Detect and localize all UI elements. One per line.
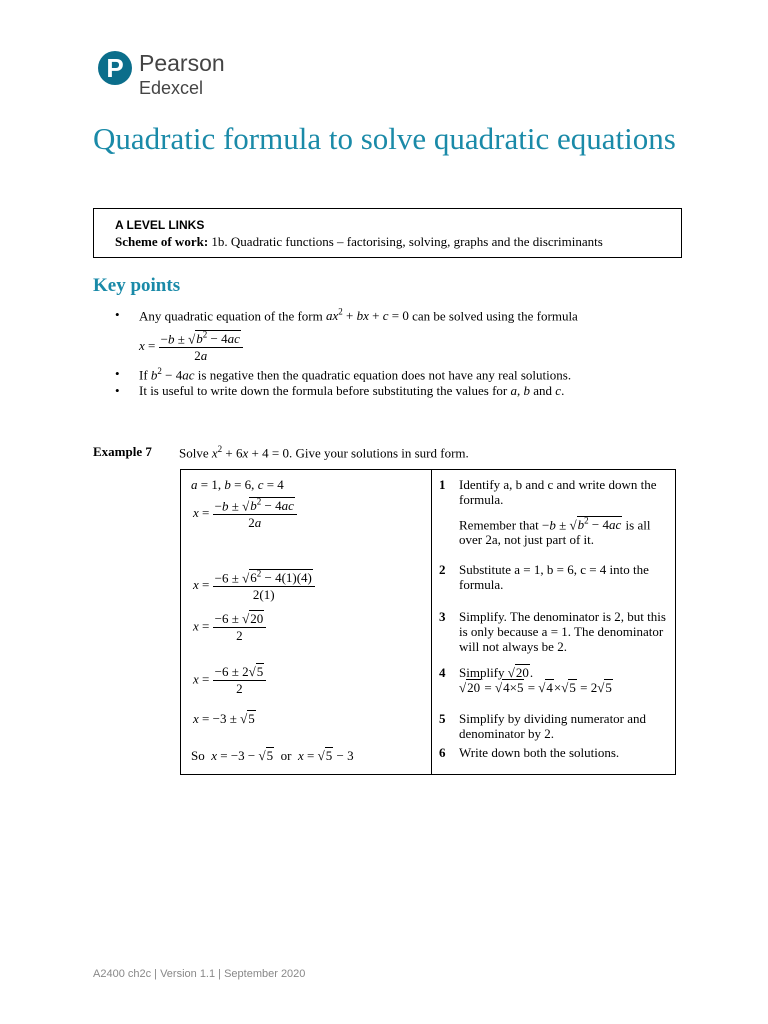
scheme-text: 1b. Quadratic functions – factorising, solving, graphs and the discriminants xyxy=(208,234,603,249)
quadratic-formula: x = $\frac{-b \pm √b^2 - 4ac}{2a}$ xyxy=(139,330,243,364)
step-number: 6 xyxy=(439,745,446,760)
working-simplify3: x = −3 ± √5 xyxy=(193,711,255,726)
bullet-icon: • xyxy=(115,307,120,322)
working-values: a = 1, b = 6, c = 4 xyxy=(191,477,284,492)
key-point-1 xyxy=(139,307,578,324)
bullet-icon: • xyxy=(115,383,120,398)
working-simplify2: x = $\frac{-6 \pm 2√5}{2}$ xyxy=(193,664,266,697)
kp3-text: It is useful to write down the formula before substituting the values for xyxy=(139,383,511,398)
working-solutions: So x = −3 − √5 or x = √5 − 3 xyxy=(191,748,354,763)
bullet-icon: • xyxy=(115,366,120,381)
key-point-2: If $b^2 - 4ac$ is negative then the quadratic equation does not have any real solutions. xyxy=(139,366,572,383)
working-substitution: x = $\frac{-6 \pm √6^2 - 4(1)(4)}{2(1)}$ xyxy=(193,569,315,603)
example-question: Solve $x^2 + 6x + 4 = 0$. Give your solutions in surd form. xyxy=(179,444,469,461)
footer: A2400 ch2c | Version 1.1 | September 2020 xyxy=(93,968,306,980)
kp1-equation: $ax^2$ + bx + c = 0 xyxy=(326,307,409,324)
question-post: . Give your solutions in surd form. xyxy=(288,445,469,461)
links-heading: A LEVEL LINKS xyxy=(115,218,205,232)
kp1-post: can be solved using the formula xyxy=(408,308,578,324)
remember-post: is all over 2a, not just part of it. xyxy=(459,517,651,548)
example-label: Example 7 xyxy=(93,444,152,459)
or-label: or xyxy=(280,748,292,763)
key-points-heading: Key points xyxy=(93,275,181,296)
a-level-links-box xyxy=(93,208,682,258)
step-4-text: Simplify √20. √20 = √4×5 = √4×√5 = 2√5 xyxy=(459,665,612,695)
step-number: 5 xyxy=(439,711,446,726)
step-3-text: Simplify. The denominator is 2, but this is only because a = 1. The denominator will not always be 2. xyxy=(459,609,666,654)
brand-subname: Edexcel xyxy=(139,78,204,98)
so-label: So xyxy=(191,748,205,763)
key-point-3: It is useful to write down the formula before substituting the values for a, b and c. xyxy=(139,383,565,398)
logo-letter: P xyxy=(106,53,124,83)
kp1-pre: Any quadratic equation of the form xyxy=(139,308,326,324)
step-number: 2 xyxy=(439,562,446,577)
step-number: 4 xyxy=(439,665,446,680)
step-1-text: Identify a, b and c and write down the formula. xyxy=(459,477,657,507)
step-number: 3 xyxy=(439,609,446,624)
step-number: 1 xyxy=(439,477,446,492)
step-remember: Remember that $-b \pm √b^2 - 4ac$ is all over 2a, not just part of it. xyxy=(459,516,651,548)
remember-pre: Remember that xyxy=(459,517,539,533)
step-6-text: Write down both the solutions. xyxy=(459,745,620,760)
page-title: Quadratic formula to solve quadratic equations xyxy=(93,121,676,156)
step-2-text: Substitute a = 1, b = 6, c = 4 into the formula. xyxy=(459,562,649,592)
working-formula: x = $\frac{-b \pm √b^2 - 4ac}{2a}$ xyxy=(193,497,297,531)
brand-name: Pearson xyxy=(139,50,225,76)
scheme-of-work xyxy=(115,234,603,250)
table-divider xyxy=(431,469,432,775)
scheme-label: Scheme of work: xyxy=(115,234,209,249)
step-5-text: Simplify by dividing numerator and denominator by 2. xyxy=(459,711,647,741)
step-4-label: Simplify xyxy=(459,665,505,680)
kp2-post: is negative then the quadratic equation does not have any real solutions. xyxy=(194,367,572,383)
question-pre: Solve xyxy=(179,445,212,461)
working-simplify1: x = $\frac{-6 \pm √20}{2}$ xyxy=(193,611,266,644)
